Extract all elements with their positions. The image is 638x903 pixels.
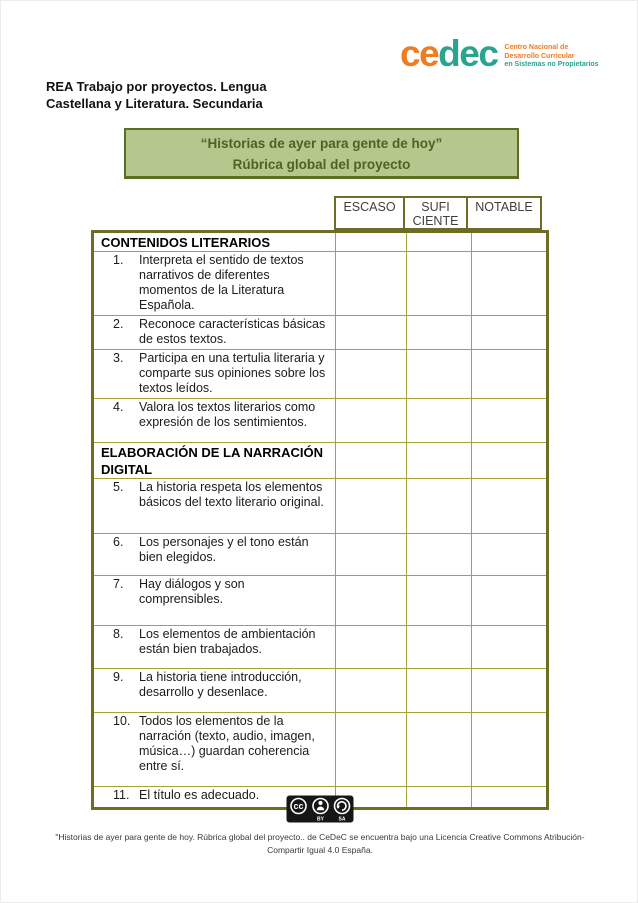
- score-cell: [336, 534, 407, 576]
- column-header-suficiente: [403, 196, 468, 230]
- item-text: Reconoce características básicas de estos textos.: [139, 317, 326, 346]
- table-row-section: [93, 443, 548, 479]
- score-cell: [336, 669, 407, 713]
- cc-by-label: BY: [317, 816, 324, 823]
- item-text: El título es adecuado.: [139, 788, 260, 802]
- score-cell: [407, 350, 472, 399]
- cedec-logo-tagline: [504, 44, 598, 70]
- criterion-cell: [93, 576, 336, 626]
- criterion-cell: [93, 316, 336, 350]
- score-cell: [472, 534, 548, 576]
- course-title-line1: REA Trabajo por proyectos. Lengua: [46, 79, 267, 94]
- item-text: La historia respeta los elementos básicos del texto literario original.: [139, 480, 324, 509]
- item-number: 3.: [113, 351, 124, 365]
- criterion-cell: [93, 479, 336, 534]
- column-label: NOTABLE: [475, 200, 533, 214]
- cedec-logo: [400, 33, 599, 74]
- cc-license-badge: [286, 795, 354, 828]
- item-number: 5.: [113, 480, 124, 494]
- project-title-box: [124, 128, 519, 179]
- score-cell: [336, 576, 407, 626]
- column-label: SUFI: [421, 200, 450, 214]
- section-label: CONTENIDOS LITERARIOS: [93, 232, 336, 252]
- license-line2: Compartir Igual 4.0 España.: [267, 844, 373, 855]
- score-cell: [472, 669, 548, 713]
- criterion-cell: [93, 626, 336, 669]
- table-row-item: [93, 479, 548, 534]
- logo-text-dec: dec: [438, 33, 498, 74]
- score-cell: [472, 252, 548, 316]
- cc-by-sa-icon: [286, 795, 354, 823]
- criterion-cell: [93, 669, 336, 713]
- score-cell: [407, 787, 472, 809]
- table-row-item: [93, 713, 548, 787]
- score-column-headers: [334, 196, 542, 230]
- table-row-item: [93, 350, 548, 399]
- score-cell: [336, 232, 407, 252]
- item-text: Los elementos de ambientación están bien trabajados.: [139, 627, 316, 656]
- item-number: 6.: [113, 535, 124, 549]
- table-row-item: [93, 252, 548, 316]
- item-number: 4.: [113, 400, 124, 414]
- score-cell: [407, 576, 472, 626]
- score-cell: [336, 626, 407, 669]
- item-text: Hay diálogos y son comprensibles.: [139, 577, 245, 606]
- score-cell: [336, 443, 407, 479]
- criterion-cell: [93, 252, 336, 316]
- course-title-line2: Castellana y Literatura. Secundaria: [46, 96, 263, 111]
- table-row-item: [93, 626, 548, 669]
- score-cell: [407, 534, 472, 576]
- item-number: 10.: [113, 714, 131, 728]
- score-cell: [407, 316, 472, 350]
- item-number: 9.: [113, 670, 124, 684]
- score-cell: [407, 713, 472, 787]
- score-cell: [472, 350, 548, 399]
- score-cell: [336, 316, 407, 350]
- score-cell: [472, 443, 548, 479]
- item-number: 8.: [113, 627, 124, 641]
- item-text: Los personajes y el tono están bien elegidos.: [139, 535, 309, 564]
- item-text: Participa en una tertulia literaria y comparte sus opiniones sobre los textos leídos.: [139, 351, 326, 395]
- score-cell: [336, 399, 407, 443]
- table-row-item: [93, 316, 548, 350]
- cc-sa-label: SA: [338, 816, 346, 823]
- section-label: ELABORACIÓN DE LA NARRACIÓN DIGITAL: [93, 443, 336, 479]
- column-header-escaso: [334, 196, 405, 230]
- score-cell: [407, 669, 472, 713]
- license-text: [20, 831, 620, 856]
- license-line1: "Historias de ayer para gente de hoy. Rúbrica global del proyecto.. de CeDeC se encuentra bajo una Licencia Creative Commons Atribución-: [55, 832, 585, 842]
- item-number: 7.: [113, 577, 124, 591]
- tagline-line3: en Sistemas no Propietarios: [504, 61, 599, 68]
- score-cell: [407, 626, 472, 669]
- score-cell: [472, 713, 548, 787]
- score-cell: [472, 576, 548, 626]
- score-cell: [336, 252, 407, 316]
- score-cell: [472, 399, 548, 443]
- criterion-cell: [93, 713, 336, 787]
- score-cell: [336, 350, 407, 399]
- item-number: 2.: [113, 317, 124, 331]
- score-cell: [472, 316, 548, 350]
- item-text: La historia tiene introducción, desarrollo y desenlace.: [139, 670, 302, 699]
- column-header-notable: [466, 196, 542, 230]
- score-cell: [336, 479, 407, 534]
- item-number: 11.: [113, 788, 130, 802]
- table-row-item: [93, 576, 548, 626]
- tagline-line2: Desarrollo Curricular: [504, 52, 575, 60]
- cedec-logo-wordmark: [400, 33, 498, 74]
- table-row-item: [93, 669, 548, 713]
- tagline-line1: Centro Nacional de: [504, 44, 569, 51]
- item-text: Todos los elementos de la narración (texto, audio, imagen, música…) guardan coherencia entre sí.: [139, 714, 315, 773]
- column-label: CIENTE: [412, 214, 459, 228]
- rubric-table: [91, 230, 549, 810]
- course-title: [46, 78, 294, 112]
- score-cell: [407, 232, 472, 252]
- item-text: Interpreta el sentido de textos narrativos de diferentes momentos de la Literatura Española.: [139, 253, 304, 312]
- logo-text-ce: ce: [400, 33, 439, 74]
- score-cell: [472, 232, 548, 252]
- svg-text:cc: cc: [293, 801, 304, 812]
- score-cell: [407, 443, 472, 479]
- criterion-cell: [93, 350, 336, 399]
- criterion-cell: [93, 399, 336, 443]
- score-cell: [472, 626, 548, 669]
- table-row-item: [93, 534, 548, 576]
- table-row-section: [93, 232, 548, 252]
- criterion-cell: [93, 534, 336, 576]
- score-cell: [336, 713, 407, 787]
- item-text: Valora los textos literarios como expresión de los sentimientos.: [139, 400, 316, 429]
- rubric-subtitle: Rúbrica global del proyecto: [232, 157, 411, 172]
- column-label: ESCASO: [343, 200, 396, 214]
- score-cell: [407, 252, 472, 316]
- score-cell: [407, 399, 472, 443]
- score-cell: [472, 787, 548, 809]
- item-number: 1.: [113, 253, 124, 267]
- score-cell: [407, 479, 472, 534]
- score-cell: [472, 479, 548, 534]
- project-title: “Historias de ayer para gente de hoy”: [200, 136, 443, 151]
- table-row-item: [93, 399, 548, 443]
